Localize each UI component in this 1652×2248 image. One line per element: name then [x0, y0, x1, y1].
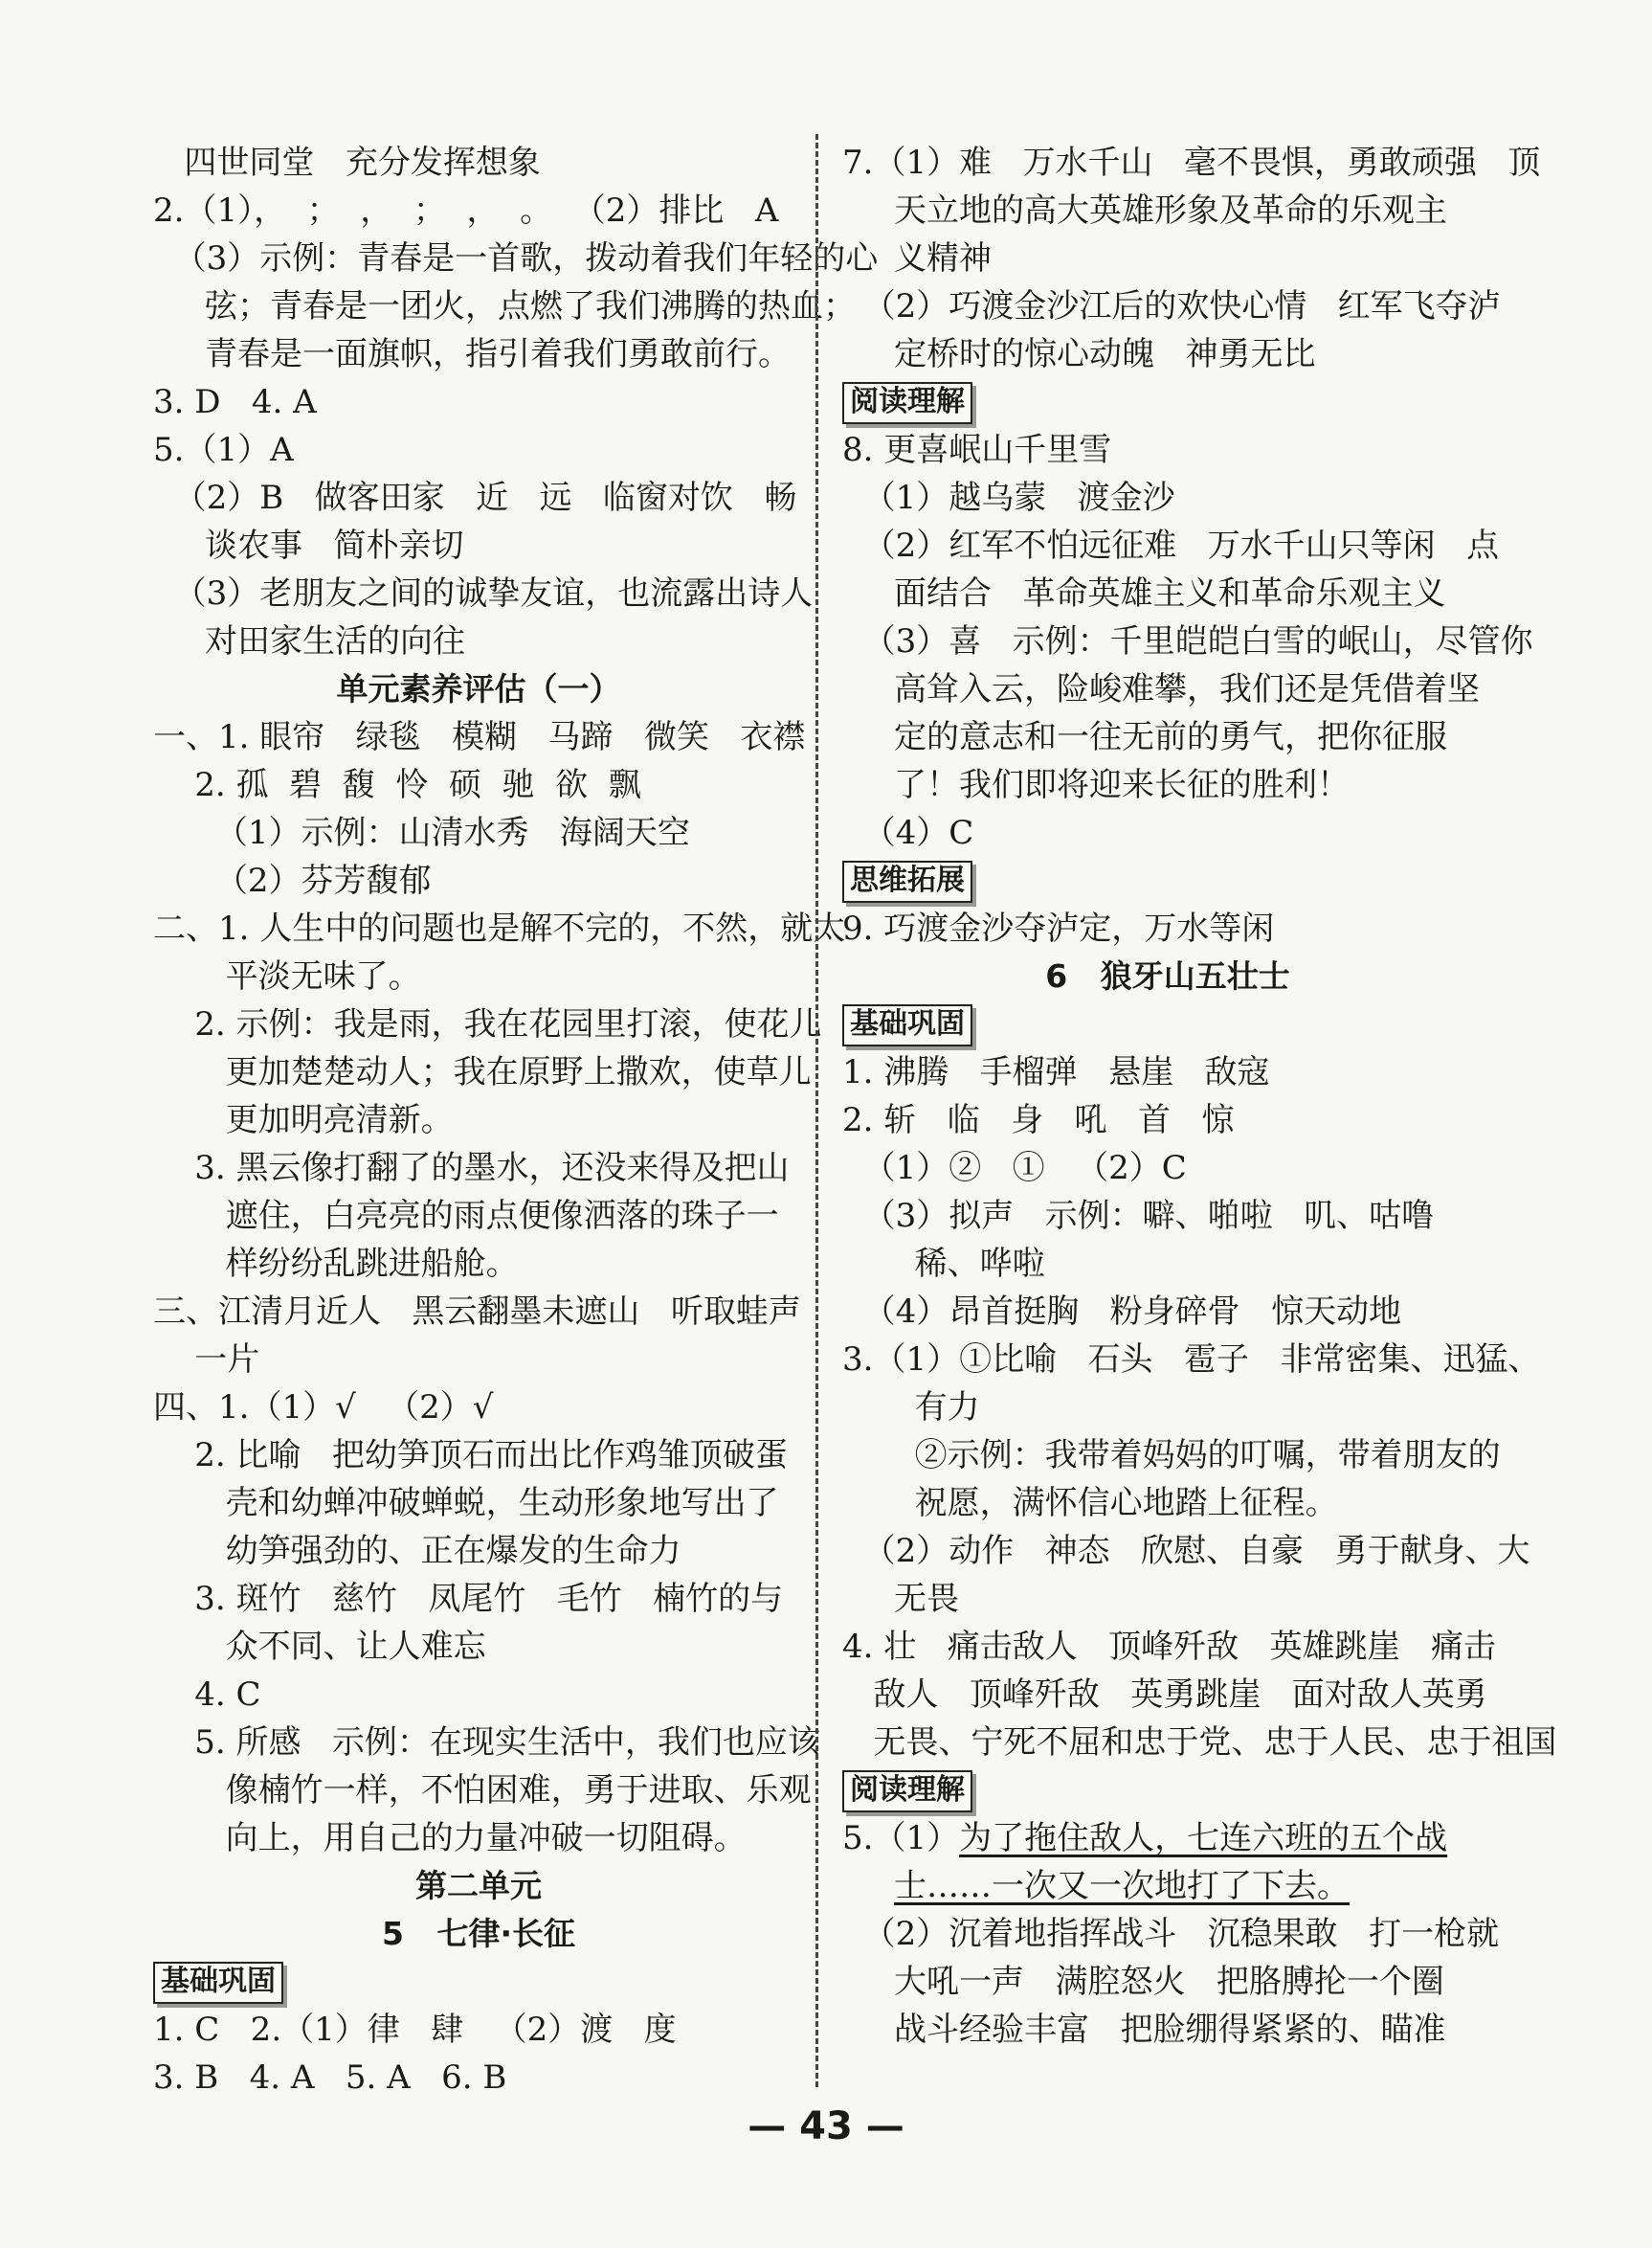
answer-line: 一、1. 眼帘 绿毯 模糊 马蹄 微笑 衣襟: [153, 718, 806, 756]
section-heading: 单元素养评估（一）: [336, 670, 621, 708]
section-tag: 阅读理解: [842, 382, 972, 424]
answer-line: 遮住，白亮亮的雨点便像洒落的珠子一: [153, 1197, 779, 1235]
answer-line: （1）示例：山清水秀 海阔天空: [153, 814, 690, 852]
answer-line: 无畏、宁死不屈和忠于党、忠于人民、忠于祖国: [842, 1723, 1557, 1762]
answer-line: 向上，用自己的力量冲破一切阻碍。: [153, 1819, 747, 1857]
section-heading: 5 七律·长征: [382, 1915, 575, 1952]
answer-line: （2）沉着地指挥战斗 沉稳果敢 打一枪就: [842, 1915, 1500, 1953]
answer-line: 四世同堂 充分发挥想象: [153, 144, 541, 182]
answer-prefix: 5.（1）: [842, 1819, 960, 1857]
answer-line: （3）老朋友之间的诚挚友谊，也流露出诗人: [153, 574, 814, 613]
answer-line: 4. C: [153, 1675, 261, 1714]
answer-line: 2.（1）， ； ， ； ， 。 （2）排比 A: [153, 191, 779, 230]
answer-prefix: [842, 1867, 894, 1905]
answer-line: 8. 更喜岷山千里雪: [842, 431, 1112, 469]
answer-line: 3. D 4. A: [153, 383, 317, 421]
answer-line: 1. C 2.（1）律 肆 （2）渡 度: [153, 2011, 677, 2049]
answer-line: 面结合 革命英雄主义和革命乐观主义: [842, 574, 1446, 613]
answer-line: 二、1. 人生中的问题也是解不完的，不然，就太: [153, 910, 846, 948]
answer-line: 3. 黑云像打翻了的墨水，还没来得及把山: [153, 1149, 790, 1187]
page-number: — 43 —: [748, 2104, 904, 2148]
section-heading: 第二单元: [415, 1867, 542, 1904]
answer-line: [842, 1862, 1493, 1910]
answer-line: 5.（1）A: [153, 431, 294, 469]
answer-line: 像楠竹一样，不怕困难，勇于进取、乐观: [153, 1771, 812, 1810]
answer-line: 2. 斩 临 身 吼 首 惊: [842, 1101, 1235, 1139]
answer-line: 有力: [842, 1388, 980, 1427]
answer-line: 战斗经验丰富 把脸绷得紧紧的、瞄准: [842, 2011, 1446, 2049]
answer-line: 高耸入云，险峻难攀，我们还是凭借着坚: [842, 670, 1481, 708]
answer-line: （2）红军不怕远征难 万水千山只等闲 点: [842, 527, 1500, 565]
answer-line: （1）越乌蒙 渡金沙: [842, 479, 1175, 517]
answer-line: 无畏: [842, 1580, 960, 1618]
answer-line: 5. 所感 示例：在现实生活中，我们也应该: [153, 1723, 820, 1762]
section-tag-row: [842, 1000, 1493, 1048]
answer-line: 大吼一声 满腔怒火 把胳膊抡一个圈: [842, 1963, 1444, 2001]
answer-line: （2）巧渡金沙江后的欢快心情 红军飞夺泸: [842, 287, 1501, 326]
answer-line: 7.（1）难 万水千山 毫不畏惧，勇敢顽强 顶: [842, 144, 1541, 182]
answer-line: 2. 孤 碧 馥 怜 硕 驰 欲 飘: [153, 766, 641, 804]
answer-line: 9. 巧渡金沙夺泸定，万水等闲: [842, 910, 1275, 948]
underlined-answer: 士……一次又一次地打了下去。: [894, 1867, 1351, 1905]
answer-line: 天立地的高大英雄形象及革命的乐观主: [842, 191, 1448, 230]
answer-line: 谈农事 简朴亲切: [153, 527, 464, 565]
answer-line: 3. 斑竹 慈竹 凤尾竹 毛竹 楠竹的与: [153, 1580, 784, 1618]
answer-line: 弦；青春是一团火，点燃了我们沸腾的热血；: [153, 287, 857, 326]
section-tag: 阅读理解: [842, 1770, 972, 1812]
answer-line: 1. 沸腾 手榴弹 悬崖 敌寇: [842, 1053, 1270, 1091]
answer-line: （2）动作 神态 欣慰、自豪 勇于献身、大: [842, 1532, 1530, 1570]
answer-line: （3）示例：青春是一首歌，拨动着我们年轻的心: [153, 239, 879, 278]
answer-line: 稀、哗啦: [842, 1245, 1045, 1283]
answer-line: （4）C: [842, 814, 974, 852]
section-tag: 思维拓展: [842, 861, 972, 903]
answer-line: （2）B 做客田家 近 远 临窗对饮 畅: [153, 479, 797, 517]
answer-line: [842, 1814, 1493, 1862]
answer-line: 3. B 4. A 5. A 6. B: [153, 2058, 507, 2097]
answer-line: （3）喜 示例：千里皑皑白雪的岷山，尽管你: [842, 622, 1533, 661]
answer-line: 一片: [153, 1340, 260, 1379]
answer-line: 定的意志和一往无前的勇气，把你征服: [842, 718, 1448, 756]
answer-line: 义精神: [842, 239, 993, 278]
section-tag: 基础巩固: [842, 1004, 972, 1046]
section-heading: 6 狼牙山五壮士: [1045, 957, 1290, 995]
answer-line: 更加楚楚动人；我在原野上撒欢，使草儿: [153, 1053, 812, 1091]
answer-line: （1）② ① （2）C: [842, 1149, 1187, 1187]
section-tag-row: [842, 378, 1493, 426]
answer-line: 青春是一面旗帜，指引着我们勇敢前行。: [153, 335, 792, 373]
answer-line: 壳和幼蝉冲破蝉蜕，生动形象地写出了: [153, 1484, 779, 1522]
answer-line: 2. 示例：我是雨，我在花园里打滚，使花儿: [153, 1005, 822, 1044]
answer-line: 3.（1）①比喻 石头 雹子 非常密集、迅猛、: [842, 1340, 1541, 1379]
answer-line: 平淡无味了。: [153, 957, 421, 996]
answer-line: 祝愿，满怀信心地踏上征程。: [842, 1484, 1338, 1522]
section-tag-row: [842, 1766, 1493, 1814]
answer-line: 众不同、让人难忘: [153, 1628, 486, 1666]
answer-line: （2）芬芳馥郁: [153, 862, 432, 900]
section-tag: 基础巩固: [153, 1962, 283, 2004]
section-tag-row: [842, 857, 1493, 905]
answer-line: 4. 壮 痛击敌人 顶峰歼敌 英雄跳崖 痛击: [842, 1628, 1496, 1666]
answer-line: ②示例：我带着妈妈的叮嘱，带着朋友的: [842, 1436, 1501, 1474]
answer-line: 三、江清月近人 黑云翻墨未遮山 听取蛙声: [153, 1293, 801, 1331]
answer-line: （4）昂首挺胸 粉身碎骨 惊天动地: [842, 1293, 1402, 1331]
answer-line: 样纷纷乱跳进船舱。: [153, 1245, 519, 1283]
answer-line: 四、1.（1）√ （2）√: [153, 1388, 494, 1427]
answer-line: 2. 比喻 把幼笋顶石而出比作鸡雏顶破蛋: [153, 1436, 788, 1474]
section-tag-row: [153, 1958, 804, 2006]
answer-line: 定桥时的惊心动魄 神勇无比: [842, 335, 1316, 373]
answer-line: 幼笋强劲的、正在爆发的生命力: [153, 1532, 681, 1570]
answer-line: （3）拟声 示例：噼、啪啦 叽、咕噜: [842, 1197, 1435, 1235]
answer-line: 敌人 顶峰歼敌 英勇跳崖 面对敌人英勇: [842, 1675, 1487, 1714]
right-column: [842, 139, 1557, 2054]
left-column: [153, 139, 879, 2102]
underlined-answer: 为了拖住敌人，七连六班的五个战: [959, 1819, 1448, 1857]
answer-line: 更加明亮清新。: [153, 1101, 454, 1139]
answer-line: 对田家生活的向往: [153, 622, 466, 661]
column-divider: [815, 134, 818, 2087]
answer-line: 了！我们即将迎来长征的胜利！: [842, 766, 1351, 804]
